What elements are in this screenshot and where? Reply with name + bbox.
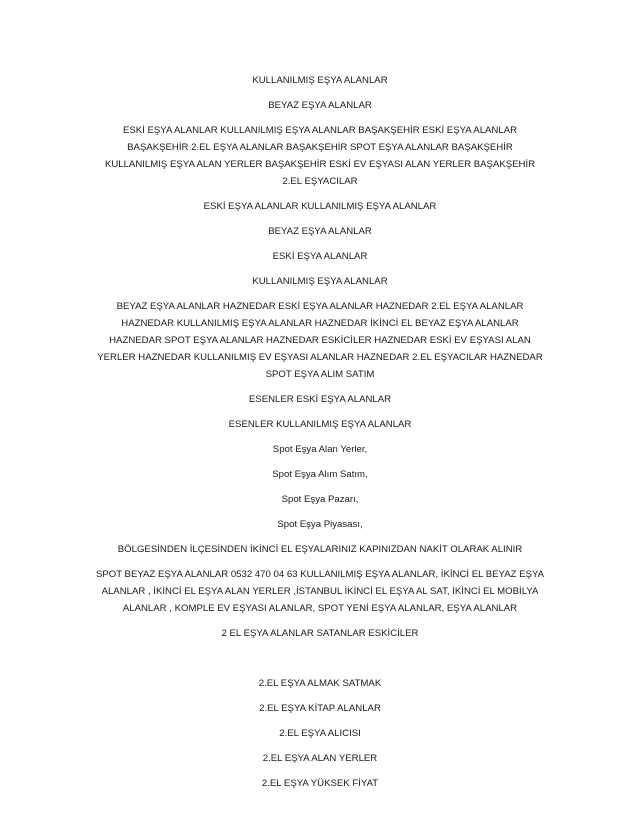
paragraph: SPOT BEYAZ EŞYA ALANLAR 0532 470 04 63 KULLANILMIŞ EŞYA ALANLAR, İKİNCİ EL BEYAZ EŞYA ALANLAR , İKİNCİ EL EŞYA ALAN YERLER ,İSTANBUL İKİNCİ EL EŞYA AL SAT, İKİNCİ EL MOBİLYA ALANLAR , KOMPLE EV EŞYASI ALANLAR, SPOT YENİ EŞYA ALANLAR, EŞYA ALANLAR bbox=[95, 569, 545, 614]
paragraph: ESENLER ESKİ EŞYA ALANLAR bbox=[248, 394, 392, 405]
paragraph: 2.EL EŞYA ALMAK SATMAK bbox=[258, 678, 382, 689]
paragraph: BEYAZ EŞYA ALANLAR HAZNEDAR ESKİ EŞYA ALANLAR HAZNEDAR 2.EL EŞYA ALANLAR HAZNEDAR KULLANILMIŞ EŞYA ALANLAR HAZNEDAR İKİNCİ EL BEYAZ EŞYA ALANLAR HAZNEDAR SPOT EŞYA ALANLAR HAZNEDAR ESKİCİLER HAZNEDAR ESKİ EV EŞYASI ALAN YERLER HAZNEDAR KULLANILMIŞ EV EŞYASI ALANLAR HAZNEDAR 2.EL EŞYACILAR HAZNEDAR SPOT EŞYA ALIM SATIM bbox=[97, 301, 543, 380]
paragraph: Spot Eşya Alım Satım, bbox=[272, 469, 368, 480]
paragraph: BEYAZ EŞYA ALANLAR bbox=[268, 100, 372, 111]
paragraph: 2 EL EŞYA ALANLAR SATANLAR ESKİCİLER bbox=[221, 628, 419, 639]
paragraph: 2.EL EŞYA ALAN YERLER bbox=[262, 753, 378, 764]
paragraph: ESKİ EŞYA ALANLAR KULLANILMIŞ EŞYA ALANLAR BAŞAKŞEHİR ESKİ EŞYA ALANLAR BAŞAKŞEHİR 2.EL EŞYA ALANLAR BAŞAKŞEHİR SPOT EŞYA ALANLAR BAŞAKŞEHİR KULLANILMIŞ EŞYA ALAN YERLER BAŞAKŞEHİR ESKİ EV EŞYASI ALAN YERLER BAŞAKŞEHİR 2.EL EŞYACILAR bbox=[104, 125, 536, 187]
document-page bbox=[95, 72, 545, 800]
paragraph: 2.EL EŞYA ALICISI bbox=[279, 728, 361, 739]
paragraph: ESENLER KULLANILMIŞ EŞYA ALANLAR bbox=[228, 419, 412, 430]
paragraph: 2.EL EŞYA YÜKSEK FİYAT bbox=[261, 778, 379, 789]
paragraph: Spot Eşya Alan Yerler, bbox=[272, 444, 368, 455]
paragraph: Spot Eşya Pazarı, bbox=[281, 494, 359, 505]
paragraph: KULLANILMIŞ EŞYA ALANLAR bbox=[252, 75, 388, 86]
paragraph: ESKİ EŞYA ALANLAR bbox=[272, 251, 368, 262]
paragraph: BEYAZ EŞYA ALANLAR bbox=[268, 226, 372, 237]
paragraph: 2.EL EŞYA KİTAP ALANLAR bbox=[259, 703, 381, 714]
paragraph: BÖLGESİNDEN İLÇESİNDEN İKİNCİ EL EŞYALARINIZ KAPINIZDAN NAKİT OLARAK ALINIR bbox=[117, 544, 523, 555]
paragraph: KULLANILMIŞ EŞYA ALANLAR bbox=[252, 276, 388, 287]
paragraph: Spot Eşya Piyasası, bbox=[277, 519, 363, 530]
paragraph: ESKİ EŞYA ALANLAR KULLANILMIŞ EŞYA ALANLAR bbox=[203, 201, 437, 212]
blank-line bbox=[95, 650, 545, 675]
